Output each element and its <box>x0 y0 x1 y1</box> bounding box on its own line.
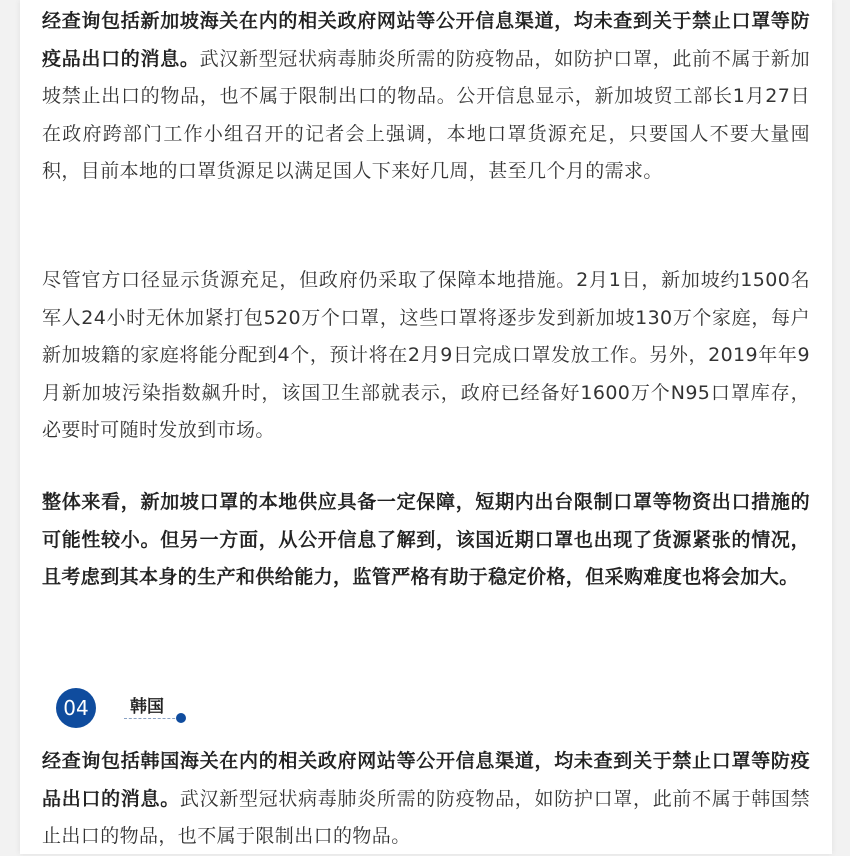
paragraph-body: 尽管官方口径显示货源充足，但政府仍采取了保障本地措施。2月1日，新加坡约1500名军人24小时无休加紧打包520万个口罩，这些口罩将逐步发到新加坡130万个家庭，每户新加坡籍的家庭将能分配到4个，预计将在2月9日完成口罩发放工作。另外，2019年年9月新加坡污染指数飙升时，该国卫生部就表示，政府已经备好1600万个N95口罩库存，必要时可随时发放到市场。 <box>42 269 810 442</box>
section-number-badge: 04 <box>56 688 96 728</box>
paragraph-body: 武汉新型冠状病毒肺炎所需的防疫物品，如防护口罩，此前不属于韩国禁止出口的物品，也不属于限制出口的物品。 <box>42 787 810 848</box>
section-underline-divider <box>124 718 180 719</box>
paragraph-bold-lead: 整体来看，新加坡口罩的本地供应具备一定保障，短期内出台限制口罩等物资出口措施的可能性较小。但另一方面，从公开信息了解到，该国近期口罩也出现了货源紧张的情况，且考虑到其本身的生产和供给能力，监管严格有助于稳定价格，但采购难度也将会加大。 <box>42 491 810 589</box>
article-page <box>20 0 832 854</box>
section-dot-icon <box>176 713 186 723</box>
paragraph-bold-lead: 经查询包括韩国海关在内的相关政府网站等公开信息渠道，均未查到关于禁止口罩等防疫品出口的消息。 <box>42 750 810 810</box>
paragraph-singapore-measures <box>42 262 810 450</box>
section-title: 韩国 <box>130 697 164 717</box>
paragraph-body: 武汉新型冠状病毒肺炎所需的防疫物品，如防护口罩，此前不属于新加坡禁止出口的物品，也不属于限制出口的物品。公开信息显示，新加坡贸工部长1月27日在政府跨部门工作小组召开的记者会上强调，本地口罩货源充足，只要国人不要大量囤积，目前本地的口罩货源足以满足国人下来好几周，甚至几个月的需求。 <box>42 47 811 183</box>
paragraph-singapore-customs <box>42 3 810 191</box>
section-heading-korea <box>56 686 256 730</box>
paragraph-korea-customs <box>42 743 810 856</box>
paragraph-singapore-summary <box>42 484 810 597</box>
paragraph-bold-lead: 经查询包括新加坡海关在内的相关政府网站等公开信息渠道，均未查到关于禁止口罩等防疫品出口的消息。 <box>42 10 810 70</box>
